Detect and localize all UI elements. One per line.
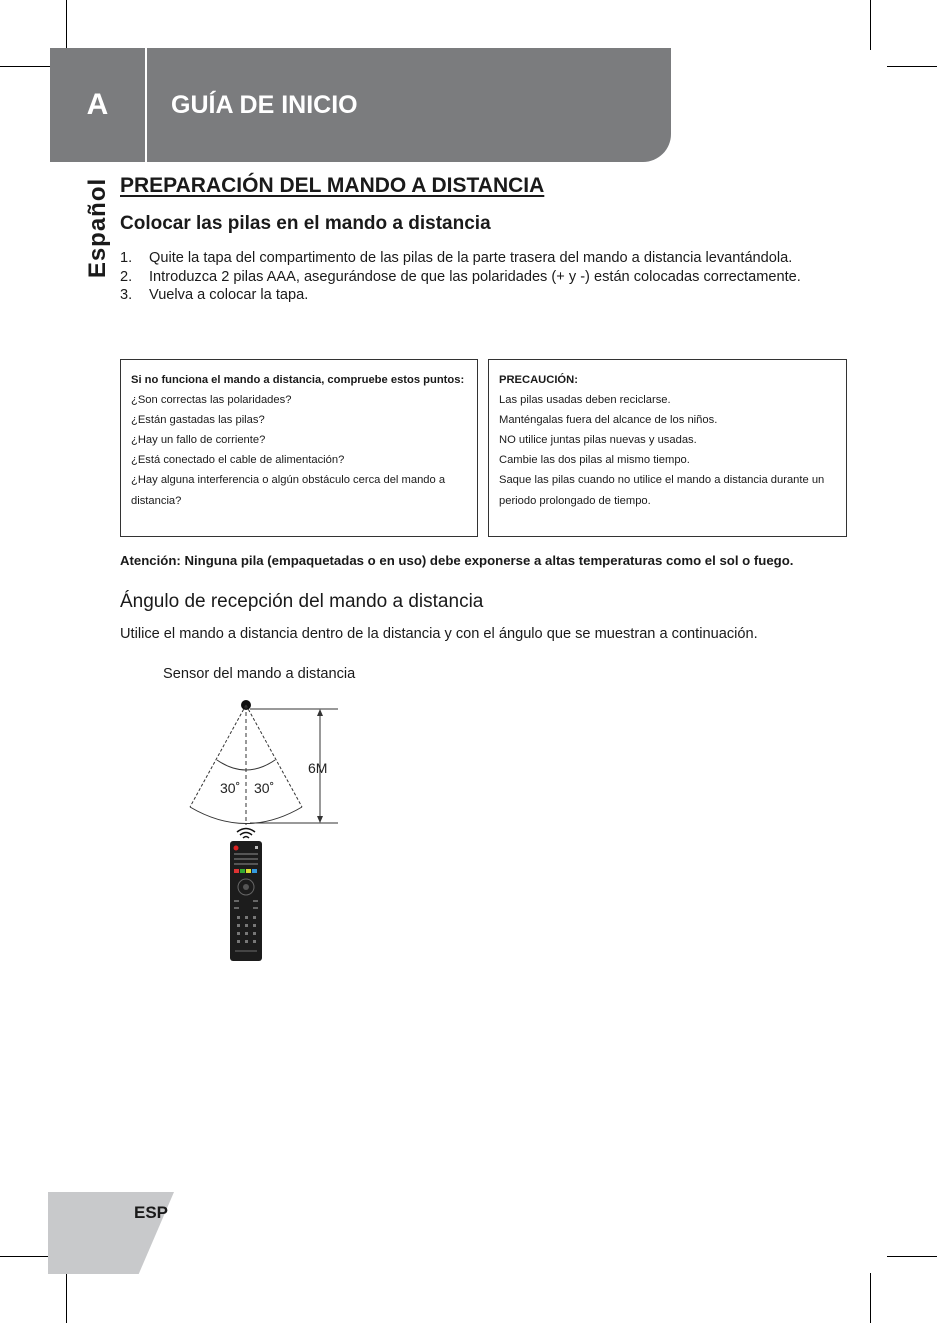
angle-right-label: 30˚ bbox=[254, 780, 275, 796]
remote-control-icon bbox=[229, 823, 263, 963]
list-item bbox=[120, 268, 820, 287]
range-arc bbox=[190, 807, 302, 824]
list-item: ¿Está conectado el cable de alimentación? bbox=[131, 454, 345, 467]
main-heading: PREPARACIÓN DEL MANDO A DISTANCIA bbox=[120, 174, 545, 197]
crop-mark bbox=[0, 66, 50, 67]
angle-intro: Utilice el mando a distancia dentro de la distancia y con el ángulo que se muestran a continuación. bbox=[120, 626, 758, 642]
crop-mark bbox=[870, 1273, 871, 1323]
step-number: 2. bbox=[120, 268, 133, 285]
list-item bbox=[120, 249, 820, 268]
distance-label: 6M bbox=[308, 760, 328, 776]
header-divider bbox=[145, 48, 147, 162]
crop-mark bbox=[870, 0, 871, 50]
remote-control-illustration bbox=[229, 823, 263, 968]
language-side-tab: Español bbox=[84, 177, 111, 279]
caution-box bbox=[488, 359, 847, 537]
angle-heading: Ángulo de recepción del mando a distancia bbox=[120, 591, 484, 612]
attention-notice: Atención: Ninguna pila (empaquetadas o en uso) debe exponerse a altas temperaturas como el sol o fuego. bbox=[120, 553, 794, 568]
list-item: ¿Hay un fallo de corriente? bbox=[131, 434, 266, 447]
crop-mark bbox=[887, 1256, 937, 1257]
section-letter: A bbox=[86, 88, 109, 121]
list-item: NO utilice juntas pilas nuevas y usadas. bbox=[499, 434, 697, 447]
footer-language-label: ESP bbox=[134, 1203, 169, 1222]
list-item: ¿Hay alguna interferencia o algún obstáculo cerca del mando a distancia? bbox=[131, 474, 446, 507]
list-item: ¿Están gastadas las pilas? bbox=[131, 414, 265, 427]
reception-angle-diagram bbox=[180, 690, 350, 840]
page-title: GUÍA DE INICIO bbox=[171, 90, 358, 119]
arrow-down-icon bbox=[317, 816, 323, 823]
step-number: 3. bbox=[120, 287, 133, 303]
list-item: Saque las pilas cuando no utilice el mando a distancia durante un periodo prolongado de tiempo. bbox=[499, 474, 825, 507]
crop-mark bbox=[66, 0, 67, 50]
crop-mark bbox=[66, 1273, 67, 1323]
battery-heading: Colocar las pilas en el mando a distancia bbox=[120, 213, 491, 234]
list-item: Cambie las dos pilas al mismo tiempo. bbox=[499, 454, 690, 467]
troubleshoot-box bbox=[120, 359, 478, 537]
sensor-label: Sensor del mando a distancia bbox=[163, 666, 356, 682]
list-item: ¿Son correctas las polaridades? bbox=[131, 394, 292, 407]
signal-waves-icon bbox=[237, 829, 255, 839]
step-text: Quite la tapa del compartimento de las pilas de la parte trasera del mando a distancia levantándola. bbox=[149, 250, 793, 266]
angle-left-label: 30˚ bbox=[220, 780, 241, 796]
crop-mark bbox=[0, 1256, 50, 1257]
troubleshoot-title: Si no funciona el mando a distancia, compruebe estos puntos: bbox=[131, 374, 465, 386]
caution-title: PRECAUCIÓN: bbox=[499, 374, 578, 386]
crop-mark bbox=[887, 66, 937, 67]
step-number: 1. bbox=[120, 250, 133, 266]
step-text: Vuelva a colocar la tapa. bbox=[149, 287, 309, 303]
step-text: Introduzca 2 pilas AAA, asegurándose de que las polaridades (+ y -) están colocadas correctamente. bbox=[149, 268, 801, 285]
list-item bbox=[120, 286, 820, 305]
battery-steps-list bbox=[120, 249, 820, 305]
arrow-up-icon bbox=[317, 709, 323, 716]
list-item: Manténgalas fuera del alcance de los niños. bbox=[499, 414, 718, 427]
list-item: Las pilas usadas deben reciclarse. bbox=[499, 394, 671, 407]
